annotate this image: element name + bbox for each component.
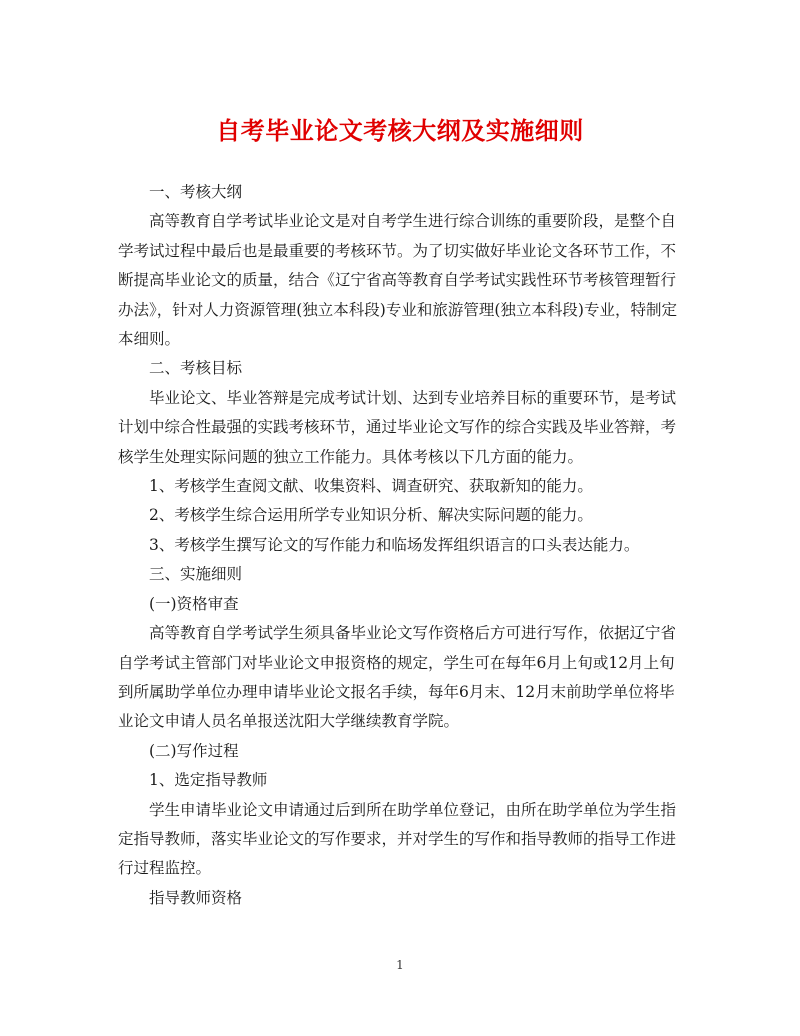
list-item: 2、考核学生综合运用所学专业知识分析、解决实际问题的能力。 <box>149 506 593 525</box>
list-item: 3、考核学生撰写论文的写作能力和临场发挥组织语言的口头表达能力。 <box>149 535 640 554</box>
document-body <box>118 178 688 913</box>
heading-section-2: 二、考核目标 <box>149 359 243 378</box>
heading-section-1: 一、考核大纲 <box>149 183 243 201</box>
subheading: 指导教师资格 <box>149 888 243 907</box>
subheading: (一)资格审查 <box>149 594 239 613</box>
paragraph: 高等教育自学考试毕业论文是对自考学生进行综合训练的重要阶段，是整个自学考试过程中最后也是最重要的考核环节。为了切实做好毕业论文各环节工作，不断提高毕业论文的质量，结合《辽宁省高等教育自学考试实践性环节考核管理暂行办法》，针对人力资源管理(独立本科段)专业和旅游管理(独立本科段)专业，特制定本细则。 <box>118 212 677 349</box>
page-number: 1 <box>396 958 404 972</box>
paragraph: 高等教育自学考试学生须具备毕业论文写作资格后方可进行写作，依据辽宁省自学考试主管部门对毕业论文申报资格的规定，学生可在每年6月上旬或12月上旬到所属助学单位办理申请毕业论文报名手续，每年6月末、12月末前助学单位将毕业论文申请人员名单报送沈阳大学继续教育学院。 <box>118 624 677 731</box>
list-item: 1、考核学生查阅文献、收集资料、调查研究、获取新知的能力。 <box>149 477 593 496</box>
subheading: (二)写作过程 <box>149 741 239 760</box>
paragraph: 学生申请毕业论文申请通过后到所在助学单位登记，由所在助学单位为学生指定指导教师，落实毕业论文的写作要求，并对学生的写作和指导教师的指导工作进行过程监控。 <box>118 800 677 878</box>
subheading: 1、选定指导教师 <box>149 771 268 790</box>
document-title: 自考毕业论文考核大纲及实施细则 <box>216 116 584 145</box>
paragraph: 毕业论文、毕业答辩是完成考试计划、达到专业培养目标的重要环节，是考试计划中综合性最强的实践考核环节，通过毕业论文写作的综合实践及毕业答辩，考核学生处理实际问题的独立工作能力。具体考核以下几方面的能力。 <box>118 388 677 466</box>
heading-section-3: 三、实施细则 <box>149 565 243 584</box>
